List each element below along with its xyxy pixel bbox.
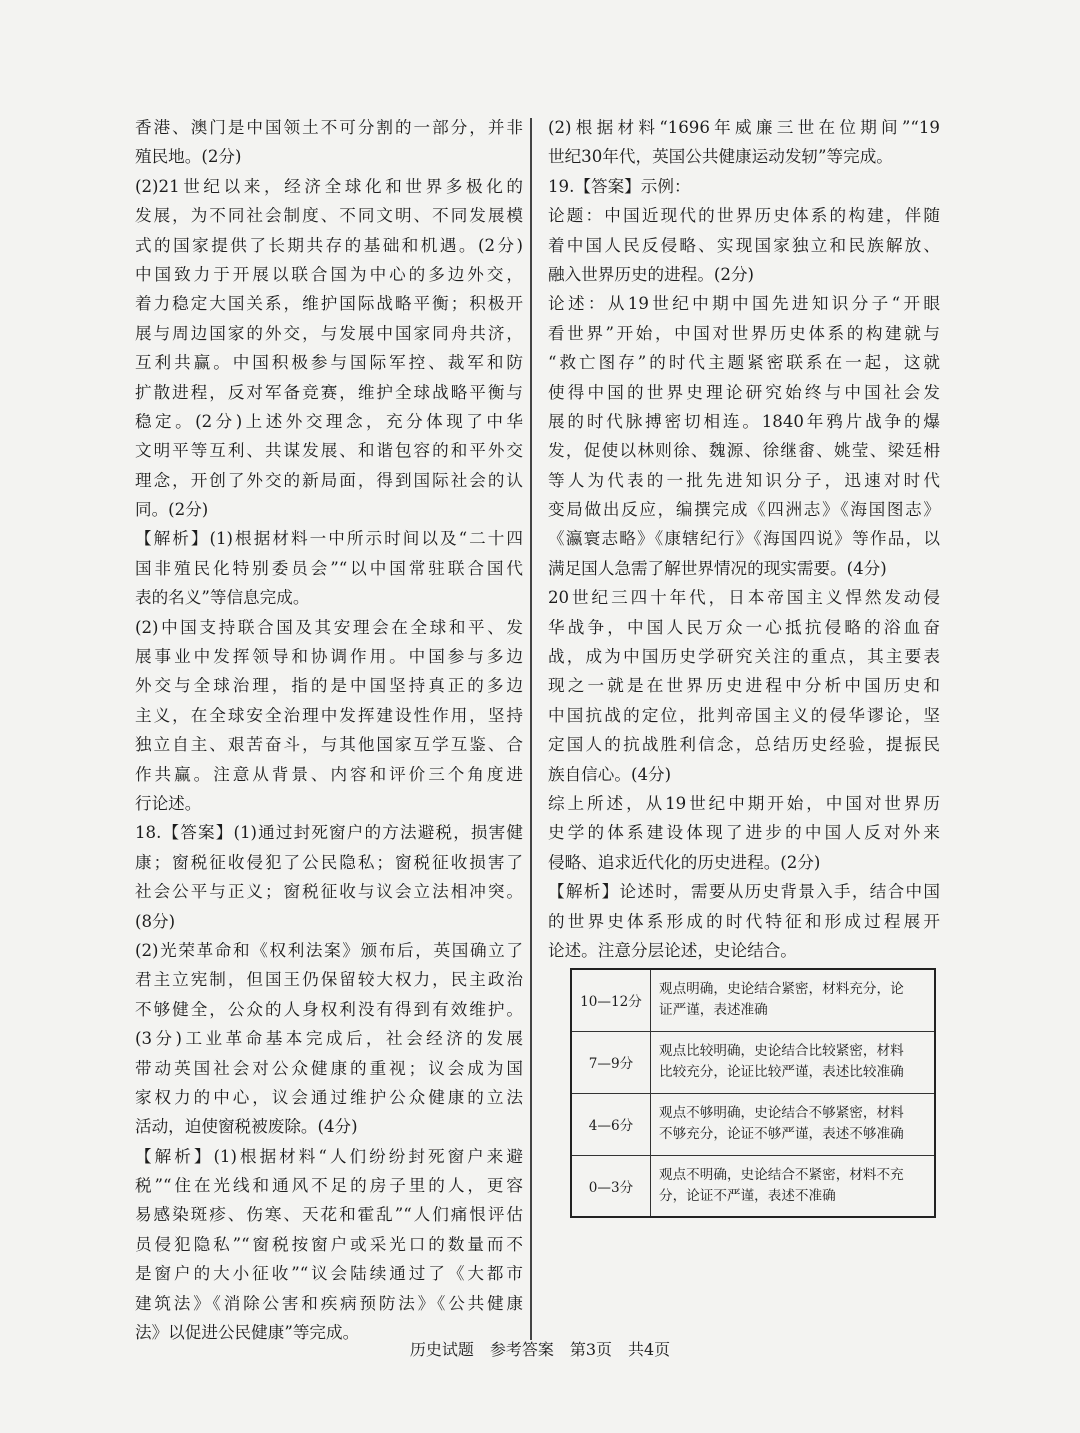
text-line: 论题：中国近现代的世界历史体系的构建，伴随	[548, 206, 940, 226]
text-line: 论述：从19世纪中期中国先进知识分子“开眼	[548, 294, 940, 314]
text-line: 发展，为不同社会制度、不同文明、不同发展模	[135, 206, 523, 226]
score-description-line: 比较充分，论证比较严谨，表述比较准确	[659, 1064, 904, 1080]
text-line: 独立自主、艰苦奋斗，与其他国家互学互鉴、合	[135, 735, 523, 755]
score-range: 7—9分	[571, 1031, 651, 1093]
text-line: 史学的体系建设体现了进步的中国人反对外来	[548, 823, 940, 843]
text-line: 发，促使以林则徐、魏源、徐继畬、姚莹、梁廷枏	[548, 441, 940, 461]
text-line: 家权力的中心，议会通过维护公众健康的立法	[135, 1087, 523, 1107]
text-line: 式的国家提供了长期共存的基础和机遇。(2分)	[135, 235, 523, 255]
text-line: 中国抗战的定位，批判帝国主义的侵华谬论，坚	[548, 705, 940, 725]
text-line: 着力稳定大国关系，维护国际战略平衡；积极开	[135, 294, 523, 314]
text-line: 侵略、追求近代化的历史进程。(2分)	[548, 852, 821, 872]
text-line: 20世纪三四十年代，日本帝国主义悍然发动侵	[548, 588, 940, 608]
text-line: 使得中国的世界史理论研究始终与中国社会发	[548, 382, 940, 402]
score-description-line: 观点比较明确，史论结合比较紧密，材料	[659, 1043, 904, 1059]
text-line: 表的名义”等信息完成。	[135, 588, 310, 608]
text-line: (2)中国支持联合国及其安理会在全球和平、发	[135, 617, 523, 637]
text-line: 互利共赢。中国积极参与国际军控、裁军和防	[135, 353, 523, 373]
text-line: 融入世界历史的进程。(2分)	[548, 264, 755, 284]
text-line: 华战争，中国人民万众一心抵抗侵略的浴血奋	[548, 617, 940, 637]
rubric-row	[571, 1155, 935, 1217]
text-line: 君主立宪制，但国王仍保留较大权力，民主政治	[135, 970, 523, 990]
text-line: 同。(2分)	[135, 500, 209, 520]
text-line: 展事业中发挥领导和协调作用。中国参与多边	[135, 647, 523, 667]
text-line: (8分)	[135, 911, 176, 931]
text-line: 活动，迫使窗税被废除。(4分)	[135, 1117, 358, 1137]
text-line: 论述。注意分层论述，史论结合。	[548, 940, 797, 960]
text-line: 社会公平与正义；窗税征收与议会立法相冲突。	[135, 882, 523, 902]
text-line: 外交与全球治理，指的是中国坚持真正的多边	[135, 676, 523, 696]
rubric-row	[571, 1031, 935, 1093]
text-line: 康；窗税征收侵犯了公民隐私；窗税征收损害了	[135, 852, 523, 872]
text-line: 主义，在全球安全治理中发挥建设性作用，坚持	[135, 705, 523, 725]
text-line: 着中国人民反侵略、实现国家独立和民族解放、	[548, 235, 940, 255]
text-line: 展与周边国家的外交，与发展中国家同舟共济，	[135, 323, 523, 343]
rubric-row	[571, 1093, 935, 1155]
score-range: 0—3分	[571, 1155, 651, 1217]
text-line: 变局做出反应，编撰完成《四洲志》《海国图志》	[548, 500, 940, 520]
text-line: (2)光荣革命和《权利法案》颁布后，英国确立了	[135, 940, 523, 960]
text-line: 综上所述，从19世纪中期开始，中国对世界历	[548, 793, 940, 813]
text-line: 带动英国社会对公众健康的重视；议会成为国	[135, 1058, 523, 1078]
score-description	[651, 969, 936, 1031]
score-description	[651, 1093, 936, 1155]
text-line: 殖民地。(2分)	[135, 147, 242, 167]
text-line: 是窗户的大小征收”“议会陆续通过了《大都市	[135, 1264, 523, 1284]
score-description-line: 观点明确，史论结合紧密，材料充分，论	[659, 981, 904, 998]
score-description-line: 观点不够明确，史论结合不够紧密，材料	[659, 1105, 904, 1121]
scoring-rubric-table	[570, 968, 936, 1218]
text-line: 现之一就是在世界历史进程中分析中国历史和	[548, 676, 940, 696]
text-line: 族自信心。(4分)	[548, 764, 672, 784]
text-line: 理念，开创了外交的新局面，得到国际社会的认	[135, 470, 523, 490]
rubric-row	[571, 969, 935, 1031]
text-line: 满足国人急需了解世界情况的现实需要。(4分)	[548, 558, 887, 578]
score-range: 10—12分	[571, 969, 651, 1031]
text-line: 税”“住在光线和通风不足的房子里的人，更容	[135, 1176, 523, 1196]
text-line: 香港、澳门是中国领土不可分割的一部分，并非	[135, 118, 523, 137]
text-line: 不够健全，公众的人身权利没有得到有效维护。	[135, 999, 523, 1019]
right-column	[548, 113, 940, 965]
text-line: (2)根据材料“1696年威廉三世在位期间”“19	[548, 118, 940, 137]
text-line: 等人为代表的一批先进知识分子，迅速对时代	[548, 470, 940, 490]
column-divider	[530, 118, 532, 1340]
text-line: 18.【答案】(1)通过封死窗户的方法避税，损害健	[135, 823, 523, 843]
text-line: 作共赢。注意从背景、内容和评价三个角度进	[135, 764, 523, 784]
text-line: 国非殖民化特别委员会”“以中国常驻联合国代	[135, 558, 523, 578]
text-line: 看世界”开始，中国对世界历史体系的构建就与	[548, 323, 940, 343]
text-line: 展的时代脉搏密切相连。1840年鸦片战争的爆	[548, 411, 940, 431]
text-line: 建筑法》《消除公害和疾病预防法》《公共健康	[135, 1293, 523, 1313]
score-description	[651, 1031, 936, 1093]
text-line: 19.【答案】示例：	[548, 176, 691, 196]
text-line: 行论述。	[135, 793, 202, 813]
text-line: (3分)工业革命基本完成后，社会经济的发展	[135, 1029, 523, 1049]
text-line: 员侵犯隐私”“窗税按窗户或采光口的数量而不	[135, 1234, 523, 1254]
score-description-line: 分，论证不严谨，表述不准确	[659, 1187, 836, 1204]
text-line: “救亡图存”的时代主题紧密联系在一起，这就	[548, 353, 940, 373]
score-description-line: 不够充分，论证不够严谨，表述不够准确	[659, 1126, 904, 1142]
text-line: 易感染斑疹、伤寒、天花和霍乱”“人们痛恨评估	[135, 1205, 523, 1225]
text-line: 【解析】(1)根据材料一中所示时间以及“二十四	[135, 529, 523, 549]
text-line: 【解析】论述时，需要从历史背景入手，结合中国	[548, 882, 940, 902]
left-column	[135, 113, 523, 1347]
text-line: 世纪30年代，英国公共健康运动发轫”等完成。	[548, 147, 893, 167]
text-line: 稳定。(2分)上述外交理念，充分体现了中华	[135, 411, 523, 431]
page-footer: 历史试题 参考答案 第3页 共4页	[409, 1340, 671, 1359]
text-line: 【解析】(1)根据材料“人们纷纷封死窗户来避	[135, 1146, 523, 1166]
score-description-line: 观点不明确，史论结合不紧密，材料不充	[659, 1166, 904, 1183]
text-line: 中国致力于开展以联合国为中心的多边外交，	[135, 264, 523, 284]
score-description-line: 证严谨，表述准确	[659, 1002, 768, 1019]
text-line: 定国人的抗战胜利信念，总结历史经验，提振民	[548, 735, 940, 755]
score-description	[651, 1155, 936, 1217]
text-line: 战，成为中国历史学研究关注的重点，其主要表	[548, 647, 940, 667]
text-line: 文明平等互利、共谋发展、和谐包容的和平外交	[135, 441, 523, 461]
text-line: (2)21世纪以来，经济全球化和世界多极化的	[135, 176, 523, 196]
text-line: 的世界史体系形成的时代特征和形成过程展开	[548, 911, 940, 931]
text-line: 扩散进程，反对军备竞赛，维护全球战略平衡与	[135, 382, 523, 402]
text-line: 法》以促进公民健康”等完成。	[135, 1323, 360, 1343]
score-range: 4—6分	[571, 1093, 651, 1155]
text-line: 《瀛寰志略》《康辖纪行》《海国四说》等作品，以	[548, 529, 940, 549]
